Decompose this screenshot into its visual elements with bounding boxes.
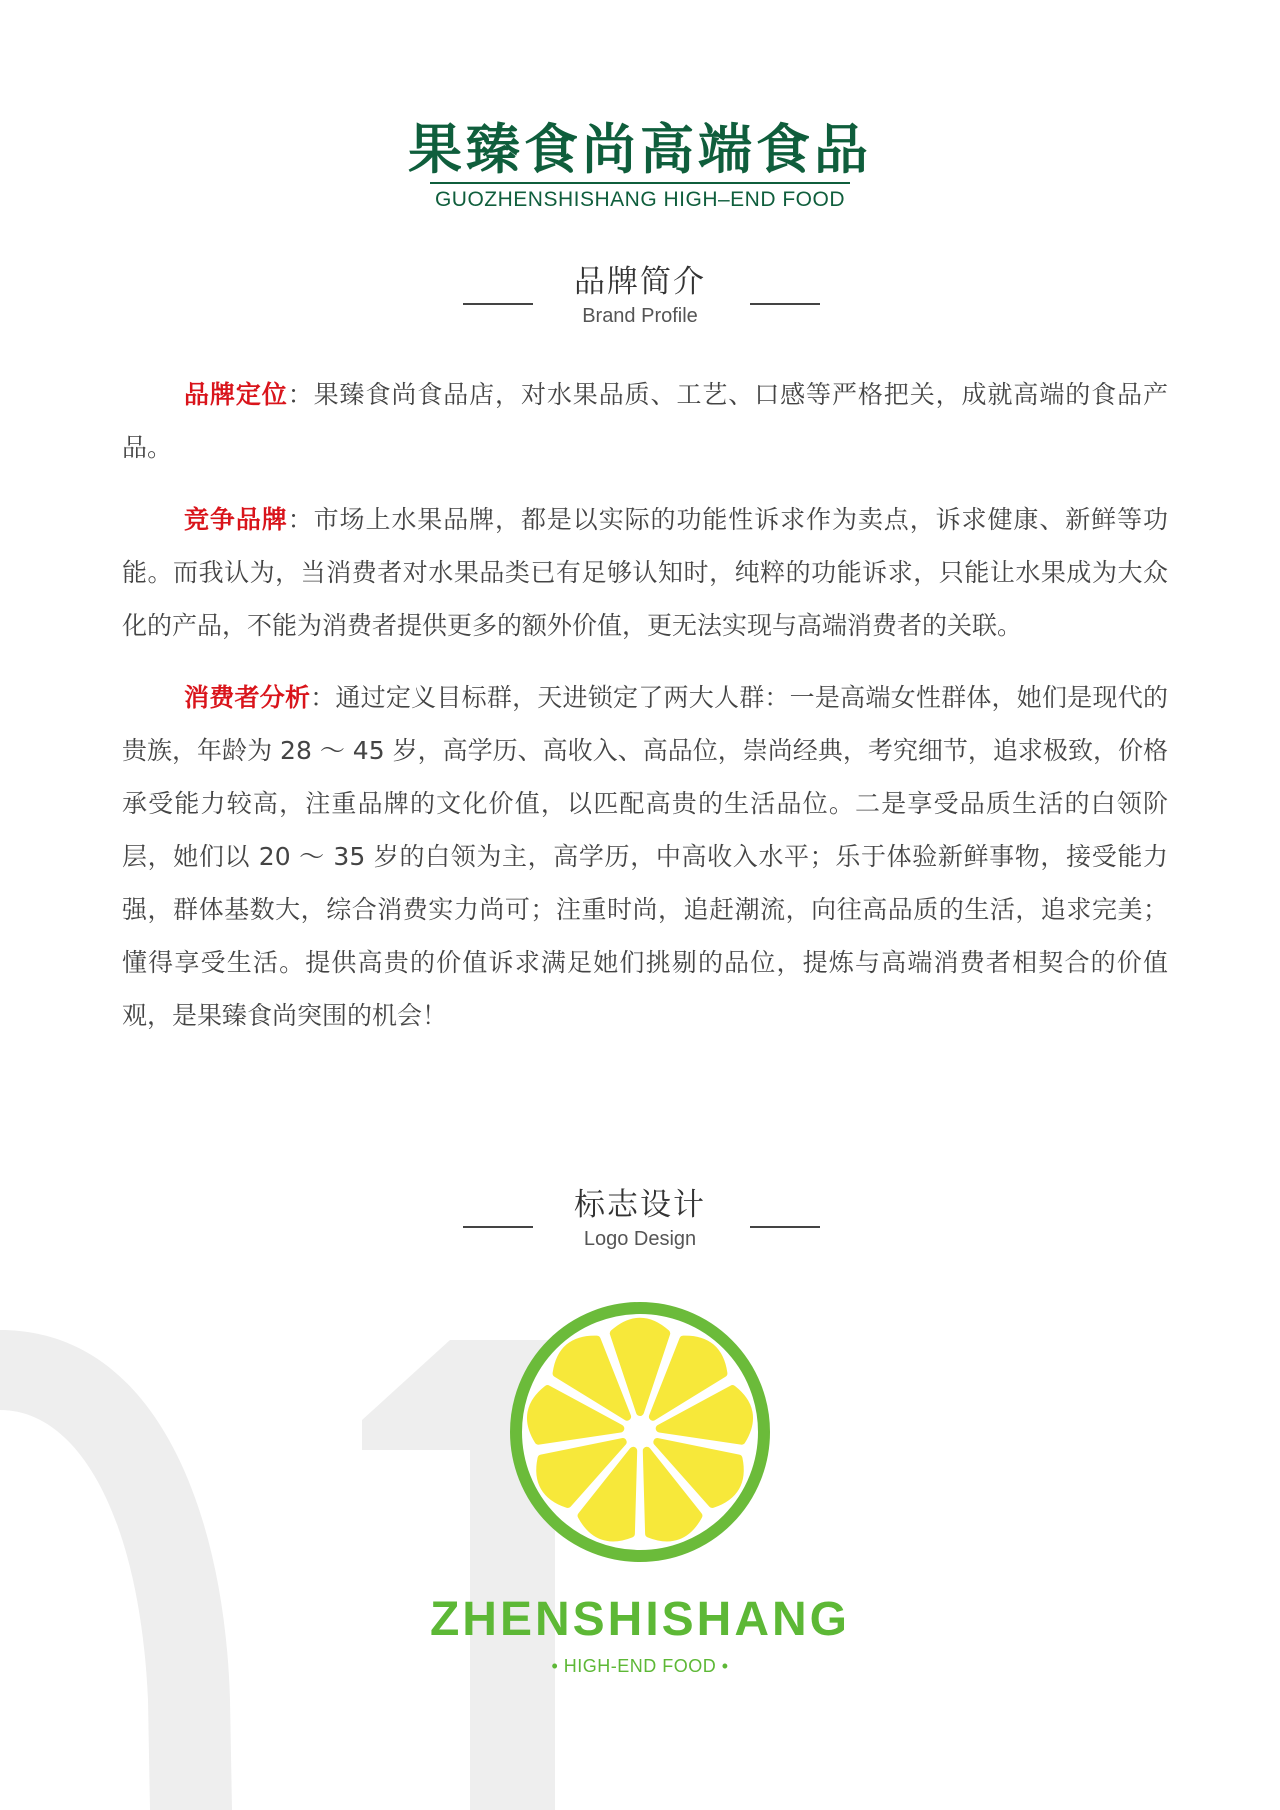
text-competition: ：市场上水果品牌，都是以实际的功能性诉求作为卖点，诉求健康、新鲜等功能。而我认为，当消费者对水果品类已有足够认知时，纯粹的功能诉求，只能让水果成为大众化的产品，不能为消费者提供更多的额外价值，更无法实现与高端消费者的关联。: [122, 505, 1168, 640]
brand-underline: [430, 182, 850, 184]
brand-profile-title-en: Brand Profile: [582, 305, 698, 327]
lemon-slice-icon: [508, 1300, 772, 1564]
paragraph-competition: [122, 493, 1168, 652]
brand-header: [0, 118, 1280, 214]
heading-rule-left: [463, 1226, 533, 1228]
brand-profile-body: [122, 368, 1168, 1061]
brand-logo: [0, 1300, 1280, 1678]
logo-wordmark: ZHENSHISHANG: [429, 1593, 851, 1646]
brand-profile-heading: [0, 262, 1280, 328]
keyword-consumer-analysis: 消费者分析: [184, 683, 311, 712]
heading-rule-right: [750, 1226, 820, 1228]
heading-rule-left: [463, 303, 533, 305]
keyword-positioning: 品牌定位: [184, 380, 288, 409]
logo-design-title-en: Logo Design: [583, 1228, 697, 1250]
brand-name-en: GUOZHENSHISHANG HIGH–END FOOD: [434, 188, 846, 211]
text-positioning: ：果臻食尚食品店，对水果品质、工艺、口感等严格把关，成就高端的食品产品。: [122, 380, 1168, 462]
brand-profile-title-cn: 品牌简介: [574, 264, 706, 300]
paragraph-positioning: [122, 368, 1168, 474]
logo-design-title-cn: 标志设计: [574, 1187, 706, 1223]
brand-name-cn: 果臻食尚高端食品: [408, 118, 872, 181]
heading-rule-right: [750, 303, 820, 305]
text-consumer-analysis: ：通过定义目标群，天进锁定了两大人群：一是高端女性群体，她们是现代的贵族，年龄为 28 ～ 45 岁，高学历、高收入、高品位，崇尚经典，考究细节，追求极致，价格承受能力较高，注重品牌的文化价值，以匹配高贵的生活品位。二是享受品质生活的白领阶层，她们以 20 ～ 35 岁的白领为主，高学历，中高收入水平；乐于体验新鲜事物，接受能力强，群体基数大，综合消费实力尚可；注重时尚，追赶潮流，向往高品质的生活，追求完美；懂得享受生活。提供高贵的价值诉求满足她们挑剔的品位，提炼与高端消费者相契合的价值观，是果臻食尚突围的机会！: [122, 683, 1168, 1030]
paragraph-consumer-analysis: [122, 671, 1168, 1042]
keyword-competition: 竞争品牌: [184, 505, 288, 534]
logo-design-heading: [0, 1185, 1280, 1251]
logo-tagline: • HIGH-END FOOD •: [551, 1656, 729, 1676]
